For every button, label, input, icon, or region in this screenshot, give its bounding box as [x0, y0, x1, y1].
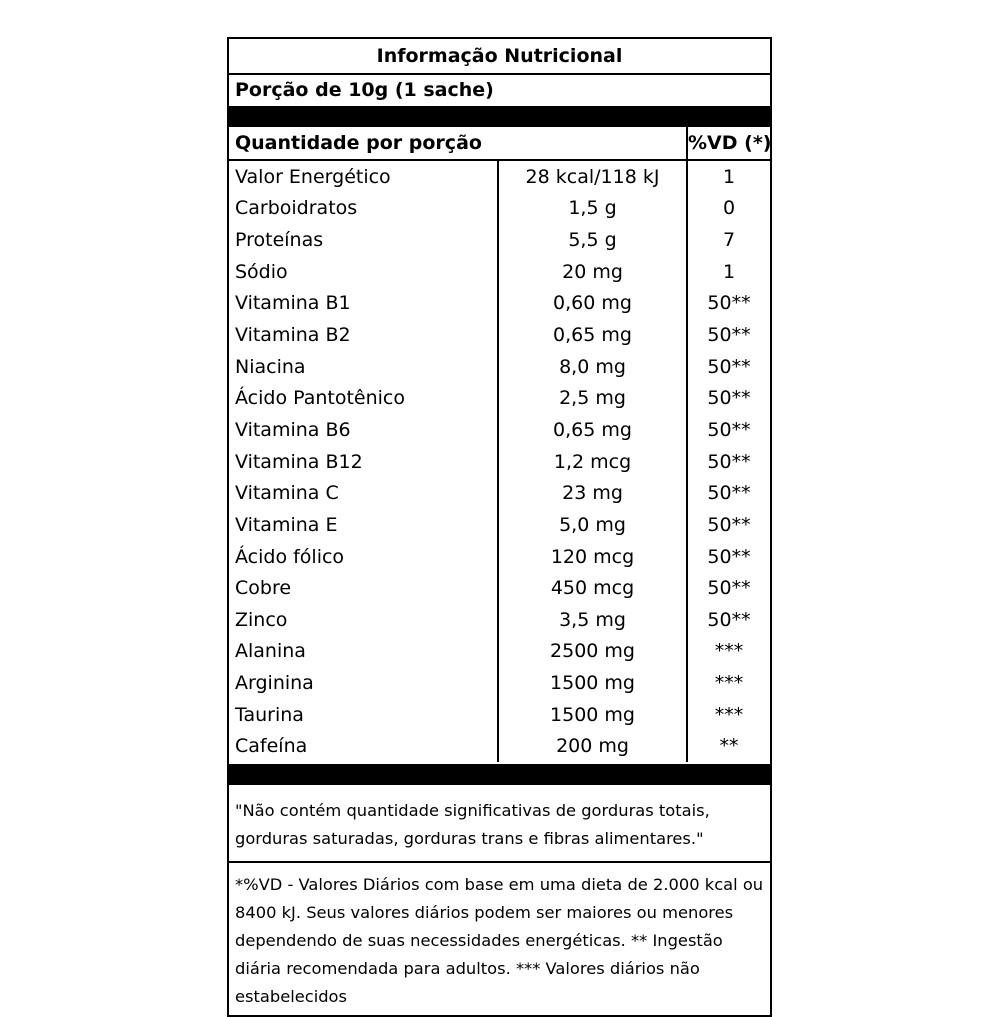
table-row	[229, 351, 770, 383]
nutrient-amount: 0,65 mg	[498, 414, 687, 446]
table-row	[229, 604, 770, 636]
nutrient-name: Proteínas	[235, 229, 324, 252]
table-row	[229, 256, 770, 288]
nutrient-name: Cafeína	[235, 735, 308, 758]
table-row	[229, 382, 770, 414]
table-row	[229, 160, 770, 193]
table-row	[229, 319, 770, 351]
table-row	[229, 446, 770, 478]
nutrient-name: Sódio	[235, 260, 288, 283]
nutrient-dv: 50**	[687, 414, 770, 446]
nutrient-amount: 120 mcg	[498, 541, 687, 573]
table-row	[229, 699, 770, 731]
nutrient-amount: 1,2 mcg	[498, 446, 687, 478]
nutrient-amount: 8,0 mg	[498, 351, 687, 383]
nutrient-amount: 1500 mg	[498, 667, 687, 699]
nutrient-dv: 50**	[687, 477, 770, 509]
table-row	[229, 572, 770, 604]
nutrient-dv: 1	[687, 160, 770, 193]
nutrient-amount: 3,5 mg	[498, 604, 687, 636]
table-row	[229, 636, 770, 668]
nutrient-dv: 0	[687, 193, 770, 225]
nutrient-dv: 1	[687, 256, 770, 288]
table-row	[229, 224, 770, 256]
table-row	[229, 193, 770, 225]
nutrient-dv: **	[687, 731, 770, 763]
nutrient-name: Vitamina C	[235, 482, 339, 505]
nutrient-dv: 50**	[687, 382, 770, 414]
nutrient-name: Vitamina B6	[235, 418, 351, 441]
nutrient-name: Valor Energético	[235, 165, 391, 188]
nutrient-dv: 50**	[687, 604, 770, 636]
nutrient-dv: 50**	[687, 288, 770, 320]
divider-bar-top	[229, 106, 770, 127]
nutrient-amount: 5,0 mg	[498, 509, 687, 541]
nutrient-name: Taurina	[235, 703, 304, 726]
serving-size: Porção de 10g (1 sache)	[235, 79, 494, 101]
nutrient-amount: 2500 mg	[498, 636, 687, 668]
header-dv: %VD (*)	[687, 127, 770, 160]
nutrient-amount: 0,65 mg	[498, 319, 687, 351]
nutrient-dv: ***	[687, 667, 770, 699]
nutrition-table	[229, 127, 770, 762]
table-row	[229, 731, 770, 763]
nutrient-name: Niacina	[235, 355, 306, 378]
table-row	[229, 509, 770, 541]
nutrient-dv: 50**	[687, 572, 770, 604]
nutrient-name: Vitamina B1	[235, 292, 351, 315]
label-title: Informação Nutricional	[229, 39, 770, 75]
nutrient-amount: 450 mcg	[498, 572, 687, 604]
nutrient-name: Arginina	[235, 672, 314, 695]
table-row	[229, 477, 770, 509]
nutrient-dv: ***	[687, 699, 770, 731]
nutrient-amount: 1500 mg	[498, 699, 687, 731]
table-row	[229, 541, 770, 573]
header-quantity: Quantidade por porção	[229, 127, 687, 160]
table-row	[229, 414, 770, 446]
divider-bar-bottom	[229, 764, 770, 785]
nutrient-amount: 2,5 mg	[498, 382, 687, 414]
nutrient-dv: 50**	[687, 509, 770, 541]
nutrient-name: Ácido Pantotênico	[235, 387, 406, 410]
nutrient-name: Vitamina E	[235, 513, 338, 536]
nutrient-name: Cobre	[235, 577, 292, 600]
nutrient-amount: 28 kcal/118 kJ	[498, 160, 687, 193]
table-header-row	[229, 127, 770, 160]
table-row	[229, 667, 770, 699]
nutrient-amount: 20 mg	[498, 256, 687, 288]
nutrient-dv: 50**	[687, 446, 770, 478]
nutrient-name: Vitamina B12	[235, 450, 363, 473]
nutrient-amount: 0,60 mg	[498, 288, 687, 320]
nutrient-dv: ***	[687, 636, 770, 668]
note-not-significant: "Não contém quantidade significativas de gorduras totais, gorduras saturadas, gorduras trans e fibras alimentares."	[229, 785, 770, 863]
nutrient-name: Carboidratos	[235, 197, 358, 220]
nutrient-amount: 200 mg	[498, 731, 687, 763]
nutrient-name: Alanina	[235, 640, 306, 663]
nutrient-dv: 50**	[687, 541, 770, 573]
table-row	[229, 288, 770, 320]
nutrition-facts-label	[227, 37, 772, 1017]
nutrient-amount: 23 mg	[498, 477, 687, 509]
nutrient-amount: 1,5 g	[498, 193, 687, 225]
nutrient-dv: 7	[687, 224, 770, 256]
nutrient-dv: 50**	[687, 351, 770, 383]
nutrient-dv: 50**	[687, 319, 770, 351]
nutrient-amount: 5,5 g	[498, 224, 687, 256]
nutrient-name: Ácido fólico	[235, 545, 345, 568]
nutrient-name: Zinco	[235, 608, 288, 631]
nutrient-name: Vitamina B2	[235, 324, 351, 347]
note-daily-values: *%VD - Valores Diários com base em uma dieta de 2.000 kcal ou 8400 kJ. Seus valores diários podem ser maiores ou menores dependendo de suas necessidades energéticas. ** Ingestão diária recomendada para adultos. *** Valores diários não estabelecidos	[235, 875, 764, 1007]
